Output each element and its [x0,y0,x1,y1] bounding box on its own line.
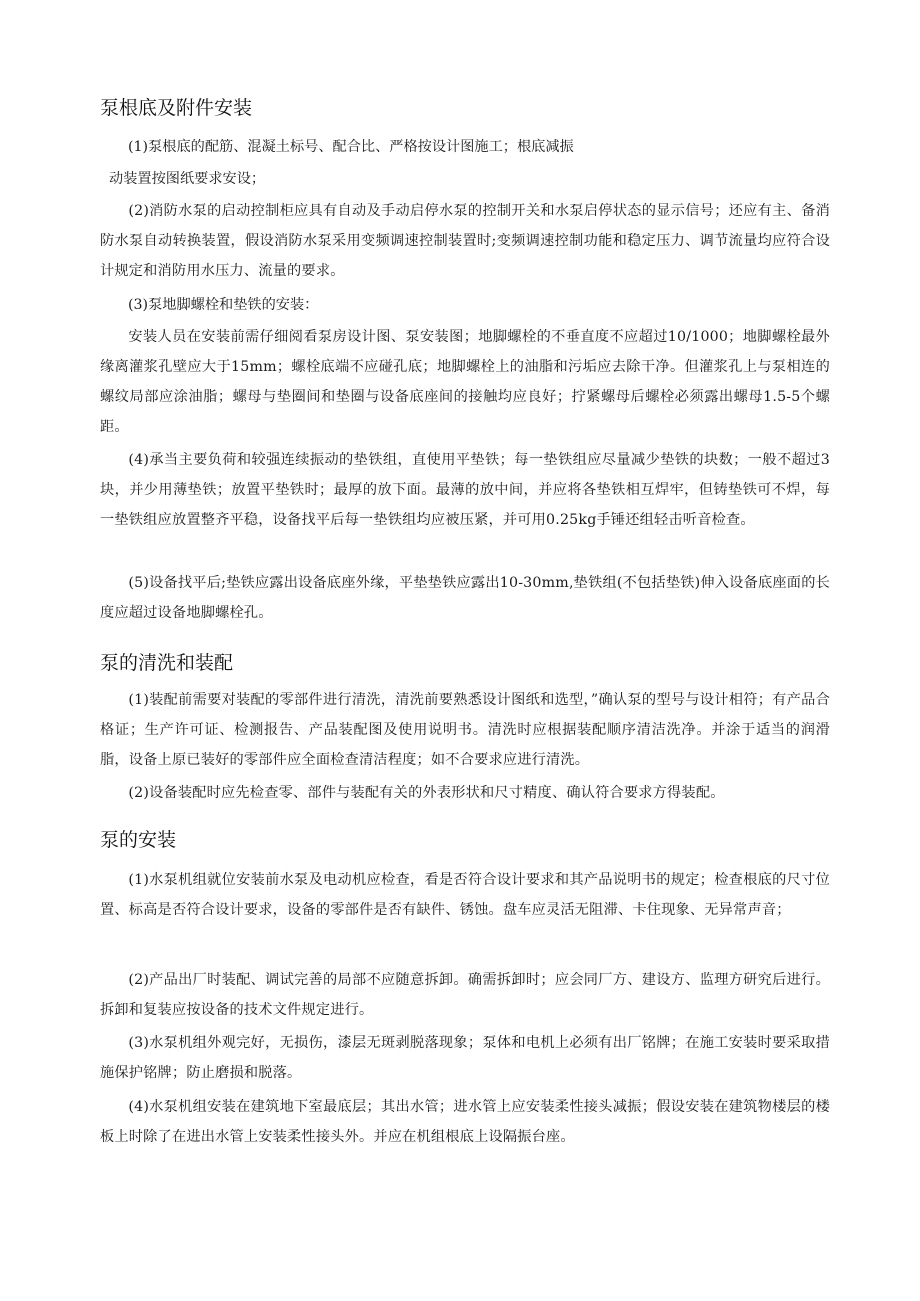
paragraph-install-1: (1)水泵机组就位安装前水泵及电动机应检查，看是否符合设计要求和其产品说明书的规定；检查根底的尺寸位置、标高是否符合设计要求，设备的零部件是否有缺件、锈蚀。盘车应灵活无阻滞、卡住现象、无异常声音； [100,872,830,918]
paragraph-foundation-2: (2)消防水泵的启动控制柜应具有自动及手动启停水泵的控制开关和水泵启停状态的显示信号；还应有主、备消防水泵自动转换装置，假设消防水泵采用变频调速控制装置时;变频调速控制功能和稳定压力、调节流量均应符合设计规定和消防用水压力、流量的要求。 [100,203,830,279]
paragraph-install-4: (4)水泵机组安装在建筑地下室最底层；其出水管；进水管上应安装柔性接头减振；假设安装在建筑物楼层的楼板上时除了在进出水管上安装柔性接头外。并应在机组根底上设隔振台座。 [100,1099,830,1145]
paragraph-foundation-3: (3)泵地脚螺栓和垫铁的安装： [128,297,319,313]
paragraph-cleaning-2: (2)设备装配时应先检查零、部件与装配有关的外表形状和尺寸精度、确认符合要求方得装配。 [128,785,725,801]
section-title-pump-foundation: 泵根底及附件安装 [100,97,253,119]
paragraph-foundation-1-cont: 动装置按图纸要求安设； [109,171,266,187]
paragraph-foundation-4: 安装人员在安装前需仔细阅看泵房设计图、泵安装图；地脚螺栓的不垂直度不应超过10/1000；地脚螺栓最外缘离灌浆孔壁应大于15mm；螺栓底端不应碰孔底；地脚螺栓上的油脂和污垢应去除干净。但灌浆孔上与泵相连的螺纹局部应涂油脂；螺母与垫圈间和垫圈与设备底座间的接触均应良好；拧紧螺母后螺栓必须露出螺母1.5-5个螺距。 [100,329,830,435]
section-title-cleaning-assembly: 泵的清洗和装配 [100,652,234,674]
paragraph-foundation-6: (5)设备找平后;垫铁应露出设备底座外缘，平垫垫铁应露出10-30mm,垫铁组(不包括垫铁)伸入设备底座面的长度应超过设备地脚螺栓孔。 [100,575,830,621]
paragraph-foundation-5: (4)承当主要负荷和较强连续振动的垫铁组，直使用平垫铁；每一垫铁组应尽量减少垫铁的块数；一般不超过3块，并少用薄垫铁；放置平垫铁时；最厚的放下面。最薄的放中间，并应将各垫铁相互焊牢，但铸垫铁可不焊，每一垫铁组应放置整齐平稳，设备找平后每一垫铁组均应被压紧，并可用0.25kg手锤还组轻击听音检查。 [100,452,830,528]
paragraph-install-3: (3)水泵机组外观完好，无损伤，漆层无斑剥脱落现象；泵体和电机上必须有出厂铭牌；在施工安装时要采取措施保护铭牌；防止磨损和脱落。 [100,1035,830,1081]
paragraph-foundation-1: (1)泵根底的配筋、混凝土标号、配合比、严格按设计图施工；根底减振 [128,139,574,155]
paragraph-cleaning-1: (1)装配前需要对装配的零部件进行清洗，清洗前要熟悉设计图纸和选型，”确认泵的型号与设计相符；有产品合格证；生产许可证、检测报告、产品装配图及使用说明书。清洗时应根据装配顺序清洁洗净。并涂于适当的润滑脂，设备上原已装好的零部件应全面检查清洁程度；如不合要求应进行清洗。 [100,692,830,768]
section-title-pump-installation: 泵的安装 [100,829,177,851]
paragraph-install-2: (2)产品出厂时装配、调试完善的局部不应随意拆卸。确需拆卸时；应会同厂方、建设方、监理方研究后进行。拆卸和复装应按设备的技术文件规定进行。 [100,972,830,1018]
